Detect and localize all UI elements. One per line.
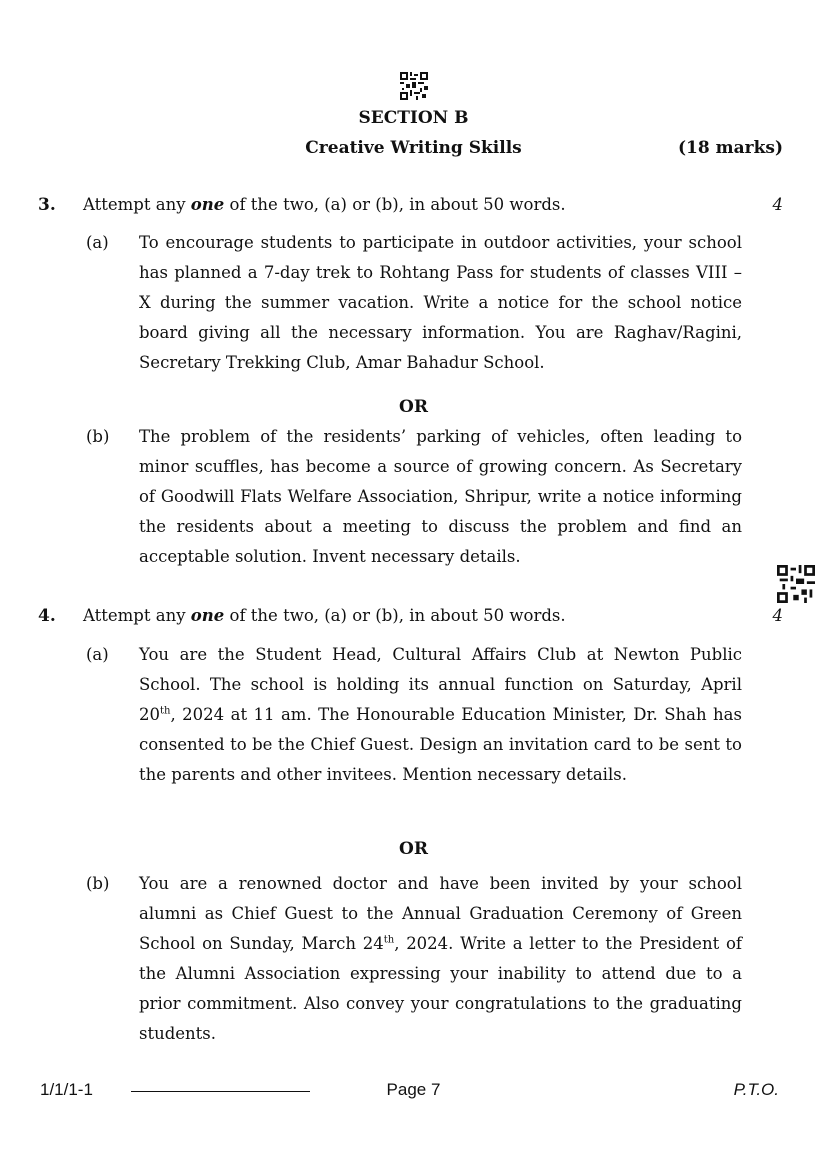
paper-code: 1/1/1-1	[40, 1080, 93, 1099]
question-marks: 4	[772, 606, 783, 625]
question-instruction: Attempt any one of the two, (a) or (b), in about 50 words.	[83, 606, 566, 625]
section-subtitle: Creative Writing Skills	[305, 138, 522, 158]
question-number: 4.	[38, 606, 56, 626]
qr-code-icon	[400, 72, 428, 100]
side-qr-code-icon	[777, 565, 815, 603]
section-title: SECTION B	[358, 108, 469, 128]
or-divider: OR	[399, 397, 428, 417]
question-number: 3.	[38, 195, 56, 215]
option-label: (a)	[86, 233, 109, 252]
option-text: To encourage students to participate in outdoor activities, your school has planned a 7-day trek to Rohtang Pass for students of classes VIII – X during the summer vacation. Write a notice for the school notice board giving all the necessary information. You are Raghav/Ragini, Secretary Trekking Club, Amar Bahadur School.	[139, 233, 742, 372]
page-number: Page 7	[386, 1080, 441, 1099]
please-turn-over: P.T.O.	[733, 1080, 779, 1099]
option-text: The problem of the residents’ parking of vehicles, often leading to minor scuffles, has become a source of growing concern. As Secretary of Goodwill Flats Welfare Association, Shripur, write a notice informing the residents about a meeting to discuss the problem and find an acceptable solution. Invent necessary details.	[139, 427, 742, 566]
question-marks: 4	[772, 195, 783, 214]
option-text: You are the Student Head, Cultural Affairs Club at Newton Public School. The school is holding its annual function on Saturday, April 20th, 2024 at 11 am. The Honourable Education Minister, Dr. Shah has consented to be the Chief Guest. Design an invitation card to be sent to the parents and other invitees. Mention necessary details.	[139, 645, 742, 784]
option-label: (b)	[86, 427, 110, 446]
section-marks: (18 marks)	[678, 138, 783, 158]
or-divider: OR	[399, 839, 428, 859]
option-label: (b)	[86, 874, 110, 893]
option-label: (a)	[86, 645, 109, 664]
question-instruction: Attempt any one of the two, (a) or (b), in about 50 words.	[83, 195, 566, 214]
option-text: You are a renowned doctor and have been invited by your school alumni as Chief Guest to the Annual Graduation Ceremony of Green School on Sunday, March 24th, 2024. Write a letter to the President of the Alumni Association expressing your inability to attend due to a prior commitment. Also convey your congratulations to the graduating students.	[139, 874, 742, 1043]
